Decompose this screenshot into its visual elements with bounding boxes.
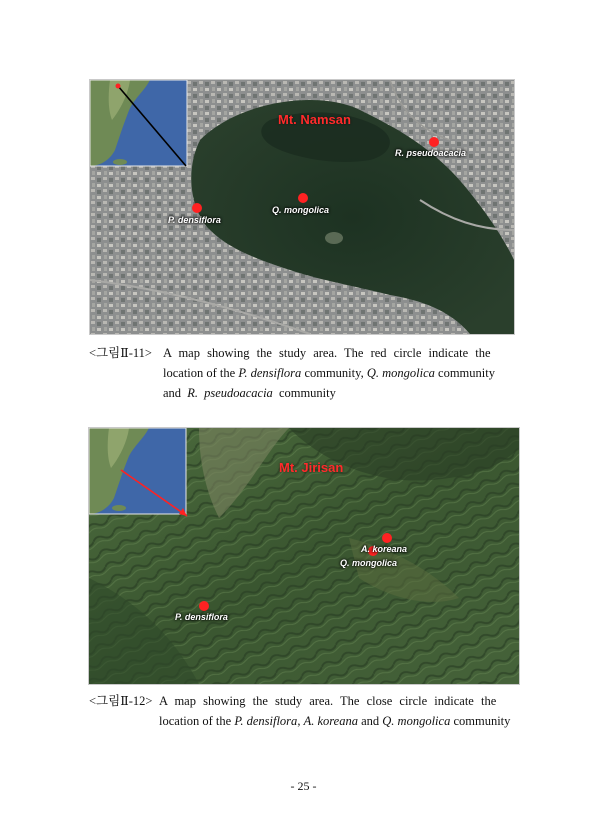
- map-title-jirisan: Mt. Jirisan: [279, 460, 344, 475]
- label-a-koreana: A. koreana: [361, 544, 408, 554]
- caption-1-line-2: location of the P. densiflora community, Q. mongolica community: [163, 366, 495, 380]
- caption-2-line-2: location of the P. densiflora, A. koreana and Q. mongolica community: [159, 714, 511, 728]
- label-r-pseudoacacia: R. pseudoacacia: [395, 148, 467, 158]
- korea-inset-map: [90, 80, 187, 166]
- study-area-map-jirisan: [88, 427, 520, 685]
- marker-a-koreana: [382, 533, 392, 543]
- marker-r-pseudoacacia: [429, 137, 439, 147]
- figure-number-2: <그림Ⅱ-12>: [89, 694, 153, 708]
- caption-2-line-1: A map showing the study area. The close circle indicate the: [159, 694, 497, 708]
- label-q-mongolica: Q. mongolica: [272, 205, 330, 215]
- caption-1-line-3: and R. pseudoacacia community: [163, 386, 336, 400]
- label-q-mongolica: Q. mongolica: [340, 558, 398, 568]
- figure-number-1: <그림Ⅱ-11>: [89, 346, 152, 360]
- study-area-map-namsan: [89, 79, 515, 335]
- label-p-densiflora: P. densiflora: [175, 612, 228, 622]
- marker-p-densiflora: [199, 601, 209, 611]
- page-number: - 25 -: [290, 779, 317, 793]
- label-p-densiflora: P. densiflora: [168, 215, 221, 225]
- korea-inset-map: [89, 428, 186, 514]
- caption-1-line-1: A map showing the study area. The red circle indicate the: [163, 346, 491, 360]
- marker-q-mongolica: [298, 193, 308, 203]
- marker-p-densiflora: [192, 203, 202, 213]
- map-title-namsan: Mt. Namsan: [278, 112, 351, 127]
